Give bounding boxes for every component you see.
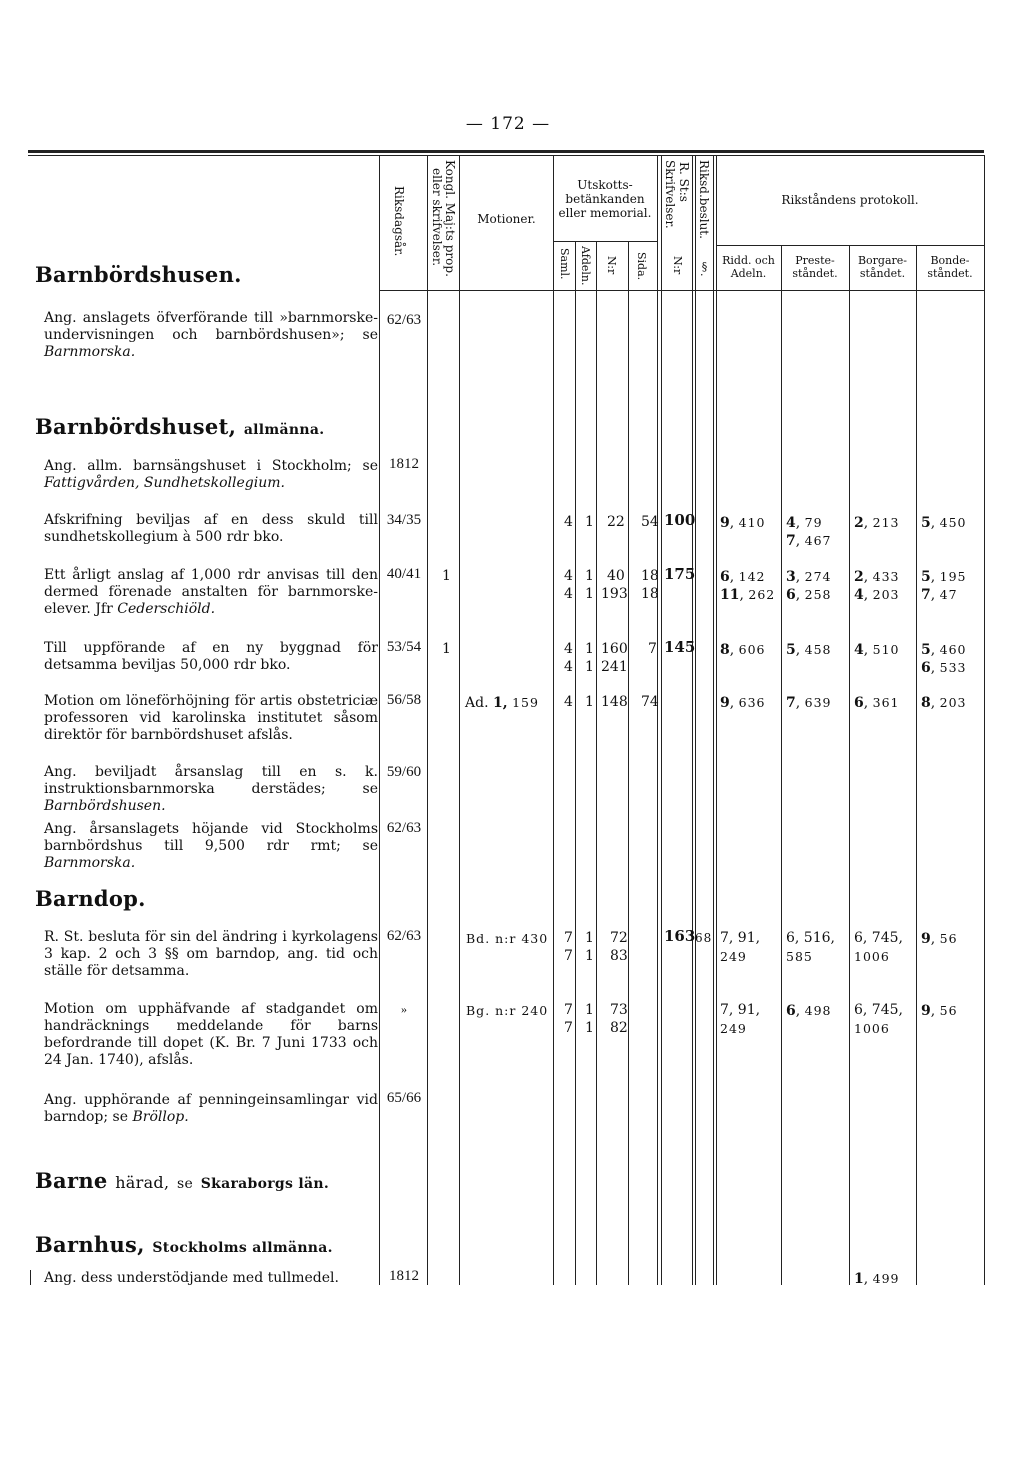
entry-year: 53/54 xyxy=(386,639,422,655)
cell-vol: 4 xyxy=(854,587,864,603)
cell-saml: 7 xyxy=(564,1002,573,1018)
cell-afdeln: 1 xyxy=(585,659,594,675)
cell-vol: 8 xyxy=(720,642,730,658)
motion-vol: 1, xyxy=(492,695,508,711)
cell-bonde: 5, 460 xyxy=(921,642,967,658)
top-rule-thick xyxy=(28,150,984,153)
motion-page: 159 xyxy=(512,695,539,710)
col-rule xyxy=(553,155,554,1285)
section-title: Barnbördshuset, xyxy=(35,414,237,439)
cell-sida: 74 xyxy=(641,694,659,710)
entry-year: 62/63 xyxy=(386,928,422,944)
cell-borgare: 6, 361 xyxy=(854,695,900,711)
cell-vol: 5 xyxy=(786,642,796,658)
col-rule xyxy=(713,155,714,1285)
cell-page: 56 xyxy=(939,1003,958,1018)
cell-nr: 72 xyxy=(610,930,628,946)
cell-page: 639 xyxy=(804,695,832,710)
entry-body: Ang. årsanslagets höjande vid Stockholms barnbördshus till 9,500 rdr rmt; se xyxy=(44,821,378,854)
cell-vol: 9 xyxy=(921,931,931,947)
section-subtitle: allmänna. xyxy=(243,422,325,438)
cell-saml: 4 xyxy=(564,641,573,657)
header-utskotts-line2: betänkanden xyxy=(565,192,645,206)
header-sida: Sida. xyxy=(635,252,648,281)
cell-vol: 5 xyxy=(921,642,931,658)
header-riksdagsar: Riksdagsår. xyxy=(392,186,406,257)
entry-text xyxy=(44,1001,378,1069)
header-kongl-line1: Kongl. Maj:ts prop. xyxy=(443,160,457,277)
entry-year: 62/63 xyxy=(386,312,422,328)
cell-preste: 5, 458 xyxy=(786,642,832,658)
cell-vol: 6 xyxy=(854,695,864,711)
cell-page: 203 xyxy=(872,587,900,602)
cell-bonde: 5, 450 xyxy=(921,515,967,531)
header-paragraph: §. xyxy=(698,260,711,277)
cell-page: 195 xyxy=(939,569,967,584)
cell-page: 56 xyxy=(939,931,958,946)
cell-afdeln: 1 xyxy=(585,930,594,946)
entry-text xyxy=(44,640,378,674)
header-motioner: Motioner. xyxy=(477,212,536,226)
col-rule xyxy=(781,245,782,1285)
cell-afdeln: 1 xyxy=(585,694,594,710)
cell-nr: 82 xyxy=(610,1020,628,1036)
cell-page: 361 xyxy=(872,695,900,710)
entry-body: Motion om löneförhöjning för artis obstetriciæ professoren vid karolinska institutet såsom direktör för barnbördshuset afslås. xyxy=(44,693,378,743)
cell-afdeln: 1 xyxy=(585,1002,594,1018)
cell-preste: 6, 498 xyxy=(786,1003,832,1019)
header-borgare-line1: Borgare- xyxy=(857,254,908,267)
section-heading xyxy=(35,262,242,287)
cell-borgare-b: 1006 xyxy=(854,1021,890,1036)
cell-bonde: 5, 195 xyxy=(921,569,967,585)
cell-preste: 3, 274 xyxy=(786,569,832,585)
cell-saml: 4 xyxy=(564,659,573,675)
cell-ridd: 8, 606 xyxy=(720,642,766,658)
entry-text xyxy=(44,1092,378,1126)
cell-rsts-nr: 145 xyxy=(664,638,696,656)
col-rule xyxy=(657,155,658,1285)
entry-ref: Barnmorska. xyxy=(44,855,136,871)
entry-body: Ang. upphörande af penningeinsamlingar vid barndop; se xyxy=(44,1092,378,1125)
entry-text xyxy=(44,567,378,618)
cell-page: 533 xyxy=(939,660,967,675)
cell-ridd: 9, 636 xyxy=(720,695,766,711)
cell-afdeln: 1 xyxy=(585,1020,594,1036)
cell-page: 460 xyxy=(939,642,967,657)
top-rule-thin xyxy=(28,155,984,156)
cell-preste: 7, 639 xyxy=(786,695,832,711)
entry-body: Motion om upphäfvande af stadgandet om handräcknings meddelande för barns befordrande till dopet (K. Br. 7 Juni 1733 och 24 Jan. 1740), afslås. xyxy=(44,1001,378,1068)
cell-page: 262 xyxy=(748,587,776,602)
section-heading xyxy=(35,414,324,439)
section-mid: härad, xyxy=(115,1173,170,1192)
cell-preste: 7, 467 xyxy=(786,533,832,549)
col-rule xyxy=(916,245,917,1285)
cell-page: 499 xyxy=(872,1271,900,1286)
cell-nr: 160 xyxy=(601,641,628,657)
entry-year: 1812 xyxy=(389,456,419,472)
cell-bonde: 6, 533 xyxy=(921,660,967,676)
header-ridd-line2: Adeln. xyxy=(730,267,767,280)
cell-page: 258 xyxy=(804,587,832,602)
cell-nr: 22 xyxy=(607,514,625,530)
cell-ridd-a: 7, 91, xyxy=(720,930,761,946)
entry-ref: Cederschiöld. xyxy=(117,601,216,617)
col-rule xyxy=(695,155,696,1285)
header-riksd-beslut: Riksd.beslut. xyxy=(697,160,711,239)
cell-saml: 4 xyxy=(564,586,573,602)
entry-ref: Barnmorska. xyxy=(44,344,136,360)
cell-ridd-b: 249 xyxy=(720,949,747,964)
sub-header-rule-utskotts xyxy=(553,241,657,242)
section-title: Barnbördshusen. xyxy=(35,262,242,287)
cell-afdeln: 1 xyxy=(585,586,594,602)
section-heading xyxy=(35,886,146,911)
cell-page: 433 xyxy=(872,569,900,584)
cell-nr: 73 xyxy=(610,1002,628,1018)
cell-preste: 6, 258 xyxy=(786,587,832,603)
col-rule xyxy=(628,241,629,1285)
cell-afdeln: 1 xyxy=(585,514,594,530)
cell-bonde: 9, 56 xyxy=(921,1003,958,1019)
col-rule xyxy=(716,155,717,1285)
section-title: Barnhus, xyxy=(35,1232,145,1257)
cell-bonde: 8, 203 xyxy=(921,695,967,711)
cell-ridd: 6, 142 xyxy=(720,569,766,585)
entry-ref: Fattigvården, Sundhetskollegium. xyxy=(44,475,285,491)
entry-year: 56/58 xyxy=(386,692,422,708)
page-number: — 172 — xyxy=(465,114,551,134)
col-rule xyxy=(459,155,460,1285)
cell-saml: 4 xyxy=(564,694,573,710)
col-rule xyxy=(427,155,428,1285)
cell-sida: 7 xyxy=(648,641,657,657)
col-rule xyxy=(984,155,985,1285)
cell-bonde: 9, 56 xyxy=(921,931,958,947)
cell-page: 410 xyxy=(738,515,766,530)
entry-text xyxy=(44,693,378,744)
cell-vol: 7 xyxy=(786,695,796,711)
header-bonde-line1: Bonde- xyxy=(930,254,970,267)
cell-motion: Bd. n:r 430 xyxy=(466,931,549,946)
cell-page: 458 xyxy=(804,642,832,657)
cell-vol: 6 xyxy=(786,587,796,603)
cell-borgare: 4, 203 xyxy=(854,587,900,603)
header-utskotts xyxy=(553,178,657,220)
header-nr: N:r xyxy=(605,256,618,275)
cell-afdeln: 1 xyxy=(585,948,594,964)
col-rule xyxy=(379,155,380,1285)
section-subtitle: Stockholms allmänna. xyxy=(152,1240,333,1256)
cell-preste-b: 585 xyxy=(786,949,813,964)
header-preste-line1: Preste- xyxy=(795,254,835,267)
cell-borgare-b: 1006 xyxy=(854,949,890,964)
entry-year: 34/35 xyxy=(386,512,422,528)
section-heading xyxy=(35,1232,333,1257)
section-title: Barne xyxy=(35,1168,108,1193)
header-rsts-line1: R. St:s xyxy=(677,162,691,202)
header-borgare-line2: ståndet. xyxy=(859,267,906,280)
entry-text xyxy=(44,512,378,546)
cell-ridd-a: 7, 91, xyxy=(720,1002,761,1018)
cell-vol: 4 xyxy=(854,642,864,658)
entry-ref: Bröllop. xyxy=(132,1109,189,1125)
motion-prefix: Ad. xyxy=(465,695,489,711)
entry-text xyxy=(44,1270,378,1287)
header-ridd-line1: Ridd. och xyxy=(722,254,775,267)
entry-body: Ang. dess understödjande med tullmedel. xyxy=(44,1270,339,1286)
cell-page: 510 xyxy=(872,642,900,657)
header-preste-line2: ståndet. xyxy=(792,267,838,280)
cell-page: 79 xyxy=(804,515,823,530)
cell-rsts-nr: 163 xyxy=(664,927,696,945)
cell-nr: 83 xyxy=(610,948,628,964)
cell-afdeln: 1 xyxy=(585,568,594,584)
section-heading xyxy=(35,1168,329,1193)
cell-vol: 6 xyxy=(921,660,931,676)
cell-vol: 4 xyxy=(786,515,796,531)
cell-saml: 7 xyxy=(564,1020,573,1036)
cell-ridd-b: 249 xyxy=(720,1021,747,1036)
entry-text xyxy=(44,821,378,872)
header-afdeln: Afdeln. xyxy=(579,246,592,286)
header-kongl-line2: eller skrifvelser. xyxy=(430,168,444,267)
header-protokoll: Rikståndens protokoll. xyxy=(781,193,919,207)
cell-borgare: 2, 213 xyxy=(854,515,900,531)
cell-vol: 7 xyxy=(921,587,931,603)
header-utskotts-line1: Utskotts- xyxy=(577,178,633,192)
cell-motion xyxy=(465,694,539,712)
entry-ref: Barnbördshusen. xyxy=(44,798,166,814)
cell-vol: 1 xyxy=(854,1271,864,1287)
header-rsts-nr: N:r xyxy=(671,256,684,275)
cell-preste-a: 6, 516, xyxy=(786,930,835,946)
section-ref: Skaraborgs län. xyxy=(200,1176,330,1192)
cell-vol: 7 xyxy=(786,533,796,549)
cell-afdeln: 1 xyxy=(585,641,594,657)
cell-paragraph: 68 xyxy=(695,931,713,945)
cell-nr: 40 xyxy=(607,568,625,584)
entry-year: » xyxy=(401,1002,407,1016)
cell-sida: 18 xyxy=(641,586,659,602)
entry-text xyxy=(44,764,378,815)
cell-vol: 2 xyxy=(854,515,864,531)
entry-year: 40/41 xyxy=(386,566,422,582)
cell-page: 142 xyxy=(738,569,766,584)
header-bonde xyxy=(916,254,984,280)
cell-nr: 241 xyxy=(601,659,628,675)
cell-borgare-a: 6, 745, xyxy=(854,930,903,946)
col-rule xyxy=(661,155,662,1285)
cell-rsts-nr: 100 xyxy=(664,511,696,529)
entry-text xyxy=(44,929,378,980)
cell-vol: 2 xyxy=(854,569,864,585)
cell-kongl: 1 xyxy=(442,568,451,584)
cell-page: 47 xyxy=(939,587,958,602)
cell-borgare: 2, 433 xyxy=(854,569,900,585)
entry-text xyxy=(44,310,378,361)
entry-body: Ang. anslagets öfverförande till »barnmorske-undervisningen och barnbördshusen»; se xyxy=(44,310,378,343)
cell-page: 467 xyxy=(804,533,832,548)
sub-header-rule-protokoll xyxy=(716,245,984,246)
col-rule xyxy=(849,245,850,1285)
entry-text xyxy=(44,458,378,492)
cell-saml: 7 xyxy=(564,930,573,946)
cell-vol: 5 xyxy=(921,515,931,531)
cell-vol: 6 xyxy=(720,569,730,585)
cell-vol: 6 xyxy=(786,1003,796,1019)
cell-vol: 9 xyxy=(921,1003,931,1019)
header-utskotts-line3: eller memorial. xyxy=(558,206,652,220)
cell-vol: 9 xyxy=(720,695,730,711)
cell-page: 203 xyxy=(939,695,967,710)
cell-kongl: 1 xyxy=(442,641,451,657)
header-rsts-line2: Skrifvelser. xyxy=(663,160,677,229)
cell-page: 213 xyxy=(872,515,900,530)
header-preste xyxy=(781,254,849,280)
cell-borgare-a: 6, 745, xyxy=(854,1002,903,1018)
cell-nr: 193 xyxy=(601,586,628,602)
cell-sida: 54 xyxy=(641,514,659,530)
cell-rsts-nr: 175 xyxy=(664,565,696,583)
section-subtitle: se xyxy=(176,1176,194,1192)
entry-year: 59/60 xyxy=(386,764,422,780)
cell-page: 636 xyxy=(738,695,766,710)
header-borgare xyxy=(849,254,916,280)
cell-page: 450 xyxy=(939,515,967,530)
cell-borgare: 1, 499 xyxy=(854,1271,900,1287)
col-rule xyxy=(596,241,597,1285)
cell-page: 498 xyxy=(804,1003,832,1018)
cell-saml: 4 xyxy=(564,514,573,530)
header-bottom-rule xyxy=(380,290,984,291)
cell-page: 606 xyxy=(738,642,766,657)
header-ridd xyxy=(716,254,781,280)
cell-borgare: 4, 510 xyxy=(854,642,900,658)
cell-ridd: 9, 410 xyxy=(720,515,766,531)
cell-preste: 4, 79 xyxy=(786,515,823,531)
entry-body: R. St. besluta för sin del ändring i kyrkolagens 3 kap. 2 och 3 §§ om barndop, ang. tid och ställe för detsamma. xyxy=(44,929,378,979)
cell-vol: 9 xyxy=(720,515,730,531)
cell-vol: 8 xyxy=(921,695,931,711)
cell-vol: 11 xyxy=(720,587,740,603)
cell-vol: 3 xyxy=(786,569,796,585)
header-bonde-line2: ståndet. xyxy=(927,267,973,280)
cell-page: 274 xyxy=(804,569,832,584)
cell-saml: 7 xyxy=(564,948,573,964)
col-rule-left xyxy=(30,1270,31,1285)
cell-bonde: 7, 47 xyxy=(921,587,958,603)
entry-body: Till uppförande af en ny byggnad för detsamma beviljas 50,000 rdr bko. xyxy=(44,640,378,673)
cell-nr: 148 xyxy=(601,694,628,710)
entry-body: Ett årligt anslag af 1,000 rdr anvisas till den dermed förenade anstalten för barnmorske-elever. Jfr xyxy=(44,567,378,617)
entry-body: Ang. allm. barnsängshuset i Stockholm; se xyxy=(44,458,378,474)
cell-saml: 4 xyxy=(564,568,573,584)
entry-year: 1812 xyxy=(389,1268,419,1284)
header-samt: Saml. xyxy=(558,248,571,280)
col-rule xyxy=(575,241,576,1285)
cell-motion: Bg. n:r 240 xyxy=(466,1003,549,1018)
entry-year: 62/63 xyxy=(386,820,422,836)
entry-body: Afskrifning beviljas af en dess skuld till sundhetskollegium à 500 rdr bko. xyxy=(44,512,378,545)
col-rule xyxy=(692,155,693,1285)
section-title: Barndop. xyxy=(35,886,146,911)
entry-year: 65/66 xyxy=(386,1090,422,1106)
cell-sida: 18 xyxy=(641,568,659,584)
cell-ridd: 11, 262 xyxy=(720,587,776,603)
entry-body: Ang. beviljadt årsanslag till en s. k. instruktionsbarnmorska derstädes; se xyxy=(44,764,378,797)
cell-vol: 5 xyxy=(921,569,931,585)
